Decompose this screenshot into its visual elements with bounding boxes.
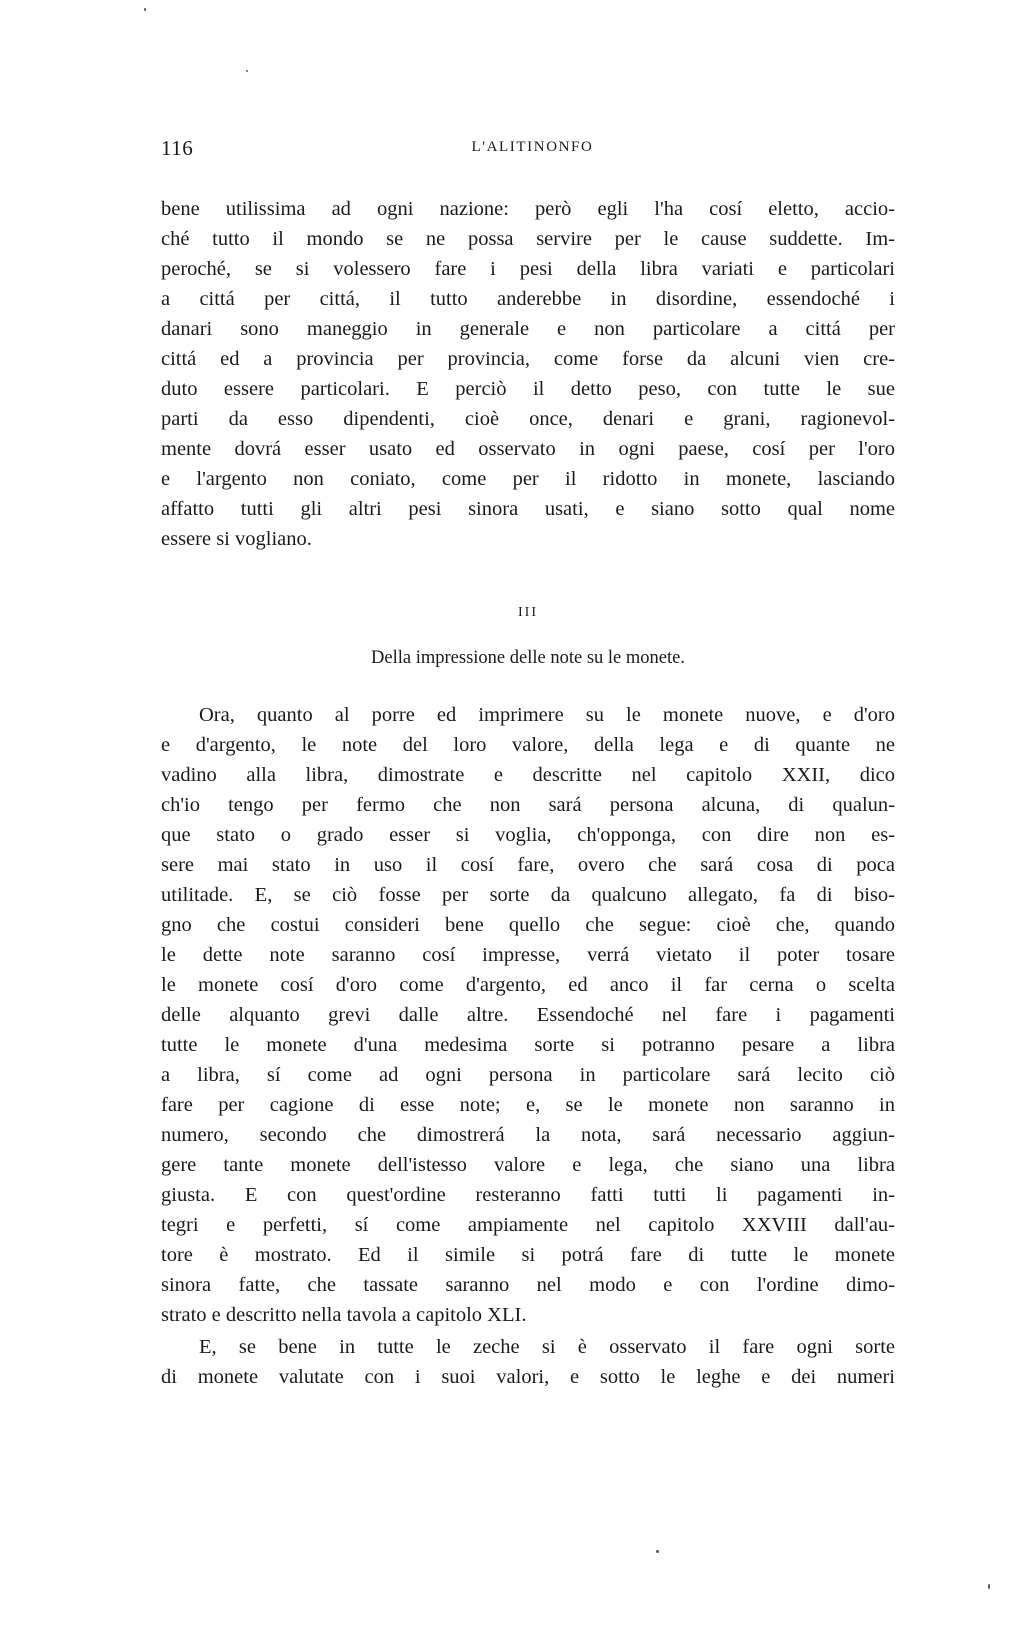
- section-number: III: [518, 605, 538, 620]
- text-line: danari sono maneggio in generale e non particolare a cittá per: [161, 318, 895, 340]
- text-line: affatto tutti gli altri pesi sinora usati, e siano sotto qual nome: [161, 498, 895, 520]
- text-line: E, se bene in tutte le zeche si è osservato il fare ogni sorte: [199, 1336, 895, 1358]
- text-line: di monete valutate con i suoi valori, e sotto le leghe e dei numeri: [161, 1366, 895, 1388]
- text-line: sinora fatte, che tassate saranno nel modo e con l'ordine dimo-: [161, 1274, 895, 1296]
- text-line: bene utilissima ad ogni nazione: però egli l'ha cosí eletto, accio-: [161, 198, 895, 220]
- scan-speck: [988, 1584, 990, 1589]
- scan-speck: [246, 70, 248, 72]
- text-line: tore è mostrato. Ed il simile si potrá fare di tutte le monete: [161, 1244, 895, 1266]
- paragraph-1: [161, 194, 895, 554]
- text-line: que stato o grado esser si voglia, ch'opponga, con dire non es-: [161, 824, 895, 846]
- scan-speck: [656, 1550, 659, 1553]
- text-line: le dette note saranno cosí impresse, verrá vietato il poter tosare: [161, 944, 895, 966]
- text-line: a cittá per cittá, il tutto anderebbe in disordine, essendoché i: [161, 288, 895, 310]
- text-line: giusta. E con quest'ordine resteranno fatti tutti li pagamenti in-: [161, 1184, 895, 1206]
- text-line: gno che costui consideri bene quello che segue: cioè che, quando: [161, 914, 895, 936]
- text-line: mente dovrá esser usato ed osservato in ogni paese, cosí per l'oro: [161, 438, 895, 460]
- text-line: strato e descritto nella tavola a capitolo XLI.: [161, 1304, 527, 1326]
- text-line: a libra, sí come ad ogni persona in particolare sará lecito ciò: [161, 1064, 895, 1086]
- paragraph-3: [161, 1332, 895, 1392]
- text-line: delle alquanto grevi dalle altre. Essendoché nel fare i pagamenti: [161, 1004, 895, 1026]
- text-line: tegri e perfetti, sí come ampiamente nel capitolo XXVIII dall'au-: [161, 1214, 895, 1236]
- text-line: gere tante monete dell'istesso valore e lega, che siano una libra: [161, 1154, 895, 1176]
- text-line: ch'io tengo per fermo che non sará persona alcuna, di qualun-: [161, 794, 895, 816]
- running-head: [161, 136, 904, 166]
- text-line: le monete cosí d'oro come d'argento, ed anco il far cerna o scelta: [161, 974, 895, 996]
- text-line: utilitade. E, se ciò fosse per sorte da qualcuno allegato, fa di biso-: [161, 884, 895, 906]
- text-line: vadino alla libra, dimostrate e descritte nel capitolo XXII, dico: [161, 764, 895, 786]
- text-line: e l'argento non coniato, come per il ridotto in monete, lasciando: [161, 468, 895, 490]
- scan-speck: [144, 8, 146, 11]
- text-line: Ora, quanto al porre ed imprimere su le monete nuove, e d'oro: [199, 704, 895, 726]
- text-line: sere mai stato in uso il cosí fare, overo che sará cosa di poca: [161, 854, 895, 876]
- text-line: fare per cagione di esse note; e, se le monete non saranno in: [161, 1094, 895, 1116]
- text-line: cittá ed a provincia per provincia, come forse da alcuni vien cre-: [161, 348, 895, 370]
- text-line: e d'argento, le note del loro valore, della lega e di quante ne: [161, 734, 895, 756]
- text-line: duto essere particolari. E perciò il detto peso, con tutte le sue: [161, 378, 895, 400]
- paragraph-2: [161, 700, 895, 1330]
- running-title: L'ALITINONFO: [471, 139, 594, 155]
- text-line: essere si vogliano.: [161, 528, 312, 550]
- text-line: ché tutto il mondo se ne possa servire per le cause suddette. Im-: [161, 228, 895, 250]
- text-line: parti da esso dipendenti, cioè once, denari e grani, ragionevol-: [161, 408, 895, 430]
- page-number: 116: [161, 136, 194, 160]
- text-line: tutte le monete d'una medesima sorte si potranno pesare a libra: [161, 1034, 895, 1056]
- text-line: peroché, se si volessero fare i pesi della libra variati e particolari: [161, 258, 895, 280]
- section-title: Della impressione delle note su le monete.: [371, 648, 685, 668]
- text-line: numero, secondo che dimostrerá la nota, sará necessario aggiun-: [161, 1124, 895, 1146]
